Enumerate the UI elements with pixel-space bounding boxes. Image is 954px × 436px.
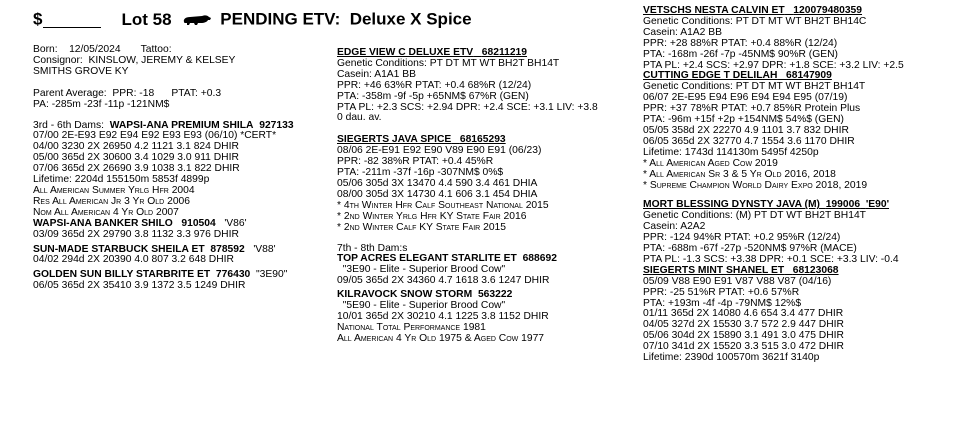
dam3-name: SUN-MADE STARBUCK SHEILA ET (33, 243, 205, 255)
dam-name: SIEGERTS JAVA SPICE (337, 134, 452, 146)
s3-line: PTA PL: -1.3 SCS: +3.38 DPR: +0.1 SCE: +3.3 LIV: -0.4 (643, 253, 899, 265)
dam1-name: WAPSI-ANA PREMIUM SHILA (109, 119, 254, 131)
dam2-heading (33, 219, 323, 230)
dam1-lifetime: Lifetime: 2204d 155150m 5853f 4899p (33, 174, 210, 186)
dam-reg: 68165293 (459, 134, 506, 146)
dam3-record: 04/02 294d 2X 20390 4.0 807 3.2 648 DHIR (33, 254, 234, 266)
dam2-record: 03/09 365d 2X 29790 3.8 1132 3.3 976 DHIR (33, 228, 239, 240)
s4-line: 01/11 365d 2X 14080 4.6 654 3.4 477 DHIR (643, 308, 844, 320)
s2-reg: 68147909 (786, 70, 832, 82)
s3-score: 'E90' (865, 199, 890, 211)
dam7-note: "3E90 - Elite - Superior Brood Cow" (342, 264, 506, 276)
dam-line: PTA: -211m -37f -16p -307NM$ 0%$ (337, 167, 504, 179)
price-dollar: $ (33, 9, 43, 29)
dam-honor: * 4th Winter Hfr Calf Southeast National 2015 (337, 199, 549, 211)
s1-name: VETSCHS NESTA CALVIN ET (643, 5, 785, 16)
tattoo-label: Tattoo: (140, 44, 172, 55)
consignor-location: SMITHS GROVE KY (33, 65, 129, 77)
dam8-name: KILRAVOCK SNOW STORM (337, 289, 473, 301)
dam3-score: 'V88' (253, 243, 276, 255)
dam1-line: 05/00 365d 2X 30600 3.4 1029 3.0 911 DHIR (33, 152, 239, 164)
s4-line: 05/09 V88 E90 E91 V87 V88 V87 (04/16) (643, 275, 832, 287)
dam4-name: GOLDEN SUN BILLY STARBRITE ET (33, 269, 211, 281)
consignor-name: KINSLOW, JEREMY & KELSEY (88, 54, 236, 66)
dam7-record: 09/05 365d 2X 34360 4.7 1618 3.6 1247 DHIR (337, 275, 550, 287)
parent-ppr: PPR: -18 (112, 87, 155, 99)
dam4-reg: 776430 (215, 269, 251, 281)
dam1-honor: Nom All American 4 Yr Old 2007 (33, 206, 179, 218)
s4-line: 04/05 327d 2X 15530 3.7 572 2.9 447 DHIR (643, 319, 844, 331)
dam8-honor: All American 4 Yr Old 1975 & Aged Cow 1977 (337, 332, 545, 344)
sire-name: EDGE VIEW C DELUXE ETV (337, 47, 474, 58)
lot-info-column (33, 45, 323, 292)
s2-line: PTA: -96m +15f +2p +154NM$ 54%$ (GEN) (643, 114, 844, 126)
dam8-honor: National Total Performance 1981 (337, 321, 486, 333)
dam-line: 05/06 305d 3X 13470 4.4 590 3.4 461 DHIA (337, 177, 538, 189)
dam8-reg: 563222 (477, 289, 513, 301)
lot-header (33, 7, 472, 31)
s3-reg: 199006 (825, 199, 861, 211)
sire-line: PPR: +46 63%R PTAT: +0.4 68%R (12/24) (337, 79, 532, 91)
s1-line: PTA PL: +2.4 SCS: +2.97 DPR: +1.8 SCE: +3.2 LIV: +2.5 (643, 59, 904, 71)
s2-line: 05/05 358d 2X 22270 4.9 1101 3.7 832 DHIR (643, 124, 849, 136)
s1-line: Casein: A1A2 BB (643, 26, 722, 38)
dam4-score: "3E90" (256, 269, 288, 281)
dam7-name: TOP ACRES ELEGANT STARLITE ET (337, 253, 517, 265)
dam1-line: 07/06 365d 2X 26690 3.9 1038 3.1 822 DHIR (33, 163, 240, 175)
s1-line: Genetic Conditions: PT DT MT WT BH2T BH14C (643, 15, 867, 27)
dam-honor: * 2nd Winter Calf KY State Fair 2015 (337, 221, 506, 233)
s1-reg: 120079480359 (793, 5, 863, 16)
dam-line: PPR: -82 38%R PTAT: +0.4 45%R (337, 156, 494, 168)
dam-honor: * 2nd Winter Yrlg Hfr KY State Fair 2016 (337, 210, 527, 222)
s3-line: Casein: A2A2 (643, 221, 706, 233)
s2-honor: * All American Sr 3 & 5 Yr Old 2016, 2018 (643, 168, 836, 180)
s4-line: PTA: +193m -4f -4p -79NM$ 12%$ (643, 297, 802, 309)
lot-name: Deluxe X Spice (349, 9, 472, 29)
s4-reg: 68123068 (792, 264, 839, 276)
s4-line: 05/06 304d 2X 15890 3.1 491 3.0 475 DHIR (643, 330, 844, 342)
grandparents-column (643, 6, 948, 364)
s1-line: PPR: +28 88%R PTAT: +0.4 88%R (12/24) (643, 37, 838, 49)
cow-icon (182, 13, 212, 27)
lot-number: Lot 58 (121, 9, 172, 29)
dam2-name: WAPSI-ANA BANKER SHILO (33, 217, 173, 229)
s2-honor: * Supreme Champion World Dairy Expo 2018, 2019 (643, 179, 868, 191)
born-line: Born: 12/05/2024 Tattoo: (33, 44, 172, 55)
dam1-reg: 927133 (259, 119, 294, 131)
parent-pa-line: PA: -285m -23f -11p -121NM$ (33, 98, 170, 110)
s2-line: Lifetime: 1743d 114130m 5495f 4250p (643, 146, 819, 158)
born-date: 12/05/2024 (69, 44, 121, 55)
s4-line: PPR: -25 51%R PTAT: +0.6 57%R (643, 286, 800, 298)
s2-line: 06/07 2E-E95 E94 E96 E94 E94 E95 (07/19) (643, 92, 848, 104)
dam-line: 08/00 305d 3X 14730 4.1 606 3.1 454 DHIA (337, 188, 538, 200)
parent-ptat: PTAT: +0.3 (171, 87, 222, 99)
s4-lifetime: Lifetime: 2390d 100570m 3621f 3140p (643, 352, 820, 364)
dam1-line: 07/00 2E-E93 E92 E94 E92 E93 E93 (06/10) *CERT* (33, 130, 277, 142)
dam1-honor: Res All American Jr 3 Yr Old 2006 (33, 195, 190, 207)
dam3-reg: 878592 (210, 243, 245, 255)
dam8-record: 10/01 365d 2X 30210 4.1 1225 3.8 1152 DHIR (337, 310, 549, 322)
dam4-record: 06/05 365d 2X 35410 3.9 1372 3.5 1249 DHIR (33, 280, 246, 292)
parent-average-line: Parent Average: PPR: -18 PTAT: +0.3 (33, 87, 222, 99)
s2-honor: * All American Aged Cow 2019 (643, 157, 778, 169)
sire-line: Casein: A1A1 BB (337, 68, 416, 80)
sire-line: PTA: -358m -9f -5p +65NM$ 67%R (GEN) (337, 90, 529, 102)
s2-name: CUTTING EDGE T DELILAH (643, 70, 778, 82)
s3-name: MORT BLESSING DYNSTY JAVA (M) (643, 199, 820, 211)
sire-dam-column (337, 48, 637, 345)
s2-line: PPR: +37 78%R PTAT: +0.7 85%R Protein Plus (643, 103, 861, 115)
s3-line: Genetic Conditions: (M) PT DT WT BH2T BH14T (643, 210, 866, 222)
dam2-score: 'V86' (224, 217, 247, 229)
s1-line: PTA: -168m -26f -7p -45NM$ 90%R (GEN) (643, 48, 838, 60)
s2-line: Genetic Conditions: PT DT MT WT BH2T BH14T (643, 81, 866, 93)
s4-line: 07/10 341d 2X 15520 3.3 515 3.0 472 DHIR (643, 341, 844, 353)
s2-line: 06/05 365d 2X 32770 4.7 1554 3.6 1170 DHIR (643, 135, 855, 147)
dam7-reg: 688692 (522, 253, 557, 265)
dam-line: 08/06 2E-E91 E92 E90 V89 E90 E91 (06/23) (337, 145, 542, 157)
dam1-honor: All American Summer Yrlg Hfr 2004 (33, 184, 195, 196)
sire-line: PTA PL: +2.3 SCS: +2.94 DPR: +2.4 SCE: +3.1 LIV: +3.8 (337, 101, 598, 113)
sire-line: 0 dau. av. (337, 112, 382, 124)
dam2-reg: 910504 (181, 217, 216, 229)
s3-line: PPR: -124 94%R PTAT: +0.2 95%R (12/24) (643, 232, 841, 244)
s4-name: SIEGERTS MINT SHANEL ET (643, 264, 785, 276)
dam8-note: "5E90 - Elite - Superior Brood Cow" (342, 300, 506, 312)
dams78-label: 7th - 8th Dam:s (337, 242, 408, 254)
s3-line: PTA: -688m -67f -27p -520NM$ 97%R (MACE) (643, 243, 857, 255)
sire-reg: 68211219 (481, 47, 528, 58)
dam1-line: 04/00 3230 2X 26950 4.2 1121 3.1 824 DHIR (33, 141, 239, 153)
price-blank-line (43, 12, 101, 28)
dams-label: 3rd - 6th Dams: (33, 119, 104, 131)
pending-status: PENDING ETV: (220, 9, 341, 29)
sire-line: Genetic Conditions: PT DT MT WT BH2T BH14T (337, 57, 560, 69)
consignor-line: Consignor: KINSLOW, JEREMY & KELSEY (33, 54, 236, 66)
